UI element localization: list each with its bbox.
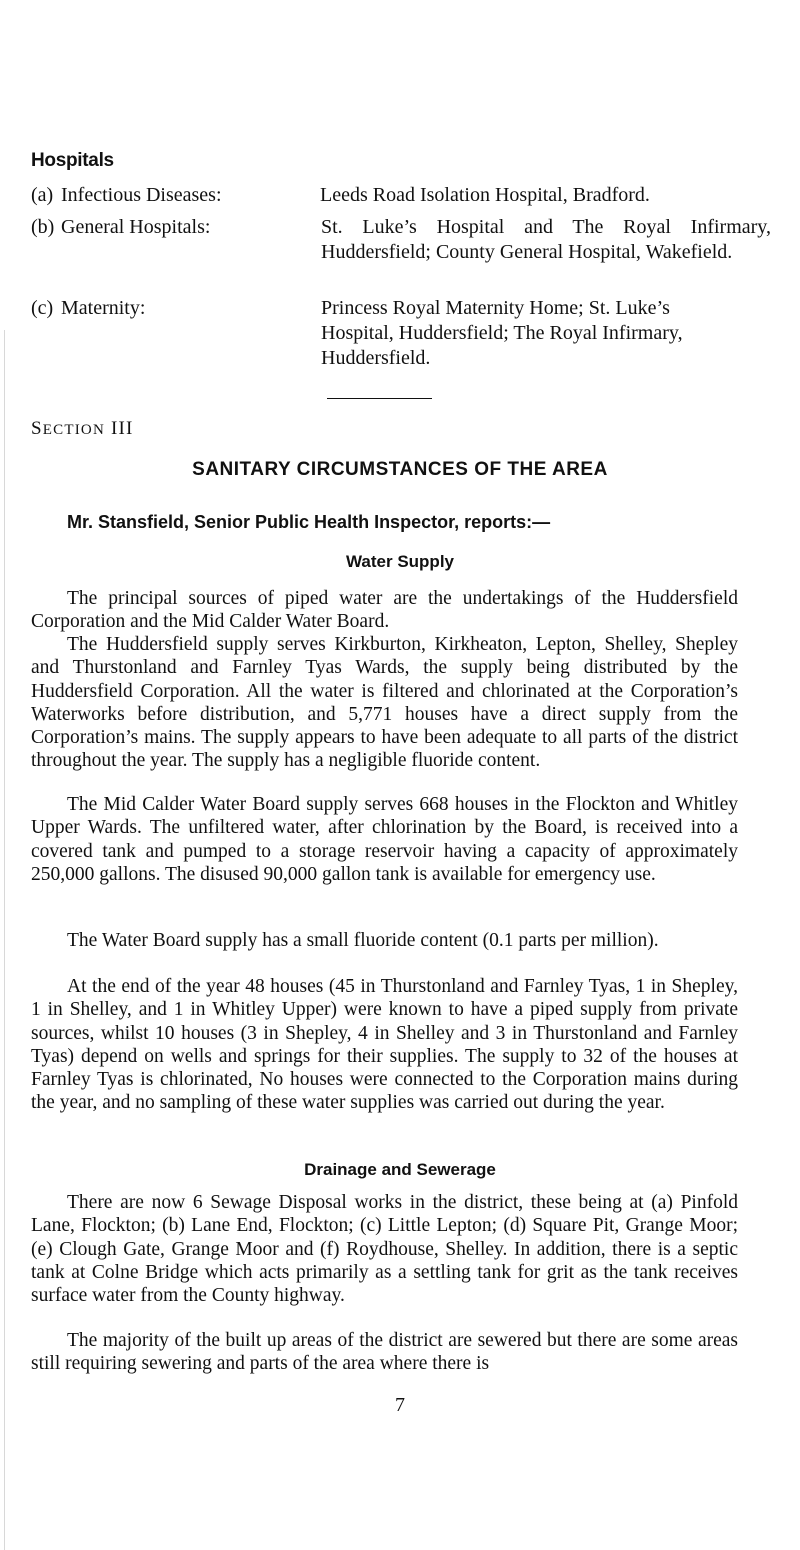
row-value: St. Luke’s Hospital and The Royal Infirmary, Huddersfield; County General Hospital, Wakefield. [321, 216, 771, 263]
row-value: Leeds Road Isolation Hospital, Bradford. [320, 184, 650, 206]
scan-edge-line [4, 330, 5, 1550]
section-number: III [110, 418, 134, 439]
hospitals-heading: Hospitals [31, 150, 114, 171]
paragraph: The majority of the built up areas of the district are sewered but there are some areas still requiring sewering and parts of the area where there is [31, 1330, 738, 1375]
reporter-line: Mr. Stansfield, Senior Public Health Inspector, reports:— [67, 512, 551, 532]
row-letter: (b) [31, 216, 55, 238]
section-label-rest: ECTION [42, 422, 105, 438]
paragraph: There are now 6 Sewage Disposal works in the district, these being at (a) Pinfold Lane, Flockton; (b) Lane End, Flockton; (c) Little Lepton; (d) Square Pit, Grange Moor; (e) Clough Gate, Grange Moor and (f) Roydhouse, Shelley. In addition, there is a septic tank at Colne Bridge which acts primarily as a settling tank for grit as the tank receives surface water from the County highway. [31, 1192, 738, 1307]
hospital-row-infectious [31, 183, 771, 208]
paragraph: The Water Board supply has a small fluoride content (0.1 parts per million). [67, 930, 659, 951]
water-supply-heading: Water Supply [346, 552, 454, 571]
paragraph: The Huddersfield supply serves Kirkburton, Kirkheaton, Lepton, Shelley, Shepley and Thurstonland and Farnley Tyas Wards, the supply being distributed by the Huddersfield Corporation. All the water is filtered and chlorinated at the Corporation’s Waterworks before distribution, and 5,771 houses have a direct supply from the Corporation’s mains. The supply appears to have been adequate to all parts of the district throughout the year. The supply has a negligible fluoride content. [31, 634, 738, 772]
paragraph: The Mid Calder Water Board supply serves 668 houses in the Flockton and Whitley Upper Wards. The unfiltered water, after chlorination by the Board, is received into a covered tank and pumped to a storage reservoir having a capacity of approximately 250,000 gallons. The disused 90,000 gallon tank is available for emergency use. [31, 794, 738, 885]
hospital-row-general [31, 215, 771, 290]
row-letter: (a) [31, 184, 54, 206]
row-category: Maternity: [61, 297, 146, 319]
row-letter: (c) [31, 297, 54, 319]
section-divider [327, 398, 432, 399]
row-category: Infectious Diseases: [61, 184, 222, 206]
row-value: Princess Royal Maternity Home; St. Luke’s Hospital, Huddersfield; The Royal Infirmary, Huddersfield. [321, 297, 683, 369]
paragraph: At the end of the year 48 houses (45 in Thurstonland and Farnley Tyas, 1 in Shepley, 1 in Shelley, and 1 in Whitley Upper) were known to have a piped supply from private sources, whilst 10 houses (3 in Shepley, 4 in Shelley and 3 in Thurstonland and Farnley Tyas) depend on wells and springs for their supplies. The supply to 32 of the houses at Farnley Tyas is chlorinated, No houses were connected to the Corporation mains during the year, and no sampling of these water supplies was carried out during the year. [31, 976, 738, 1114]
section-label-initial: S [31, 418, 43, 439]
row-category: General Hospitals: [61, 216, 211, 238]
drainage-heading: Drainage and Sewerage [304, 1160, 496, 1179]
page-title: SANITARY CIRCUMSTANCES OF THE AREA [192, 459, 608, 480]
page-number: 7 [395, 1394, 405, 1416]
paragraph: The principal sources of piped water are the undertakings of the Huddersfield Corporation and the Mid Calder Water Board. [31, 588, 738, 633]
section-label [31, 418, 134, 440]
hospital-row-maternity [31, 296, 771, 371]
